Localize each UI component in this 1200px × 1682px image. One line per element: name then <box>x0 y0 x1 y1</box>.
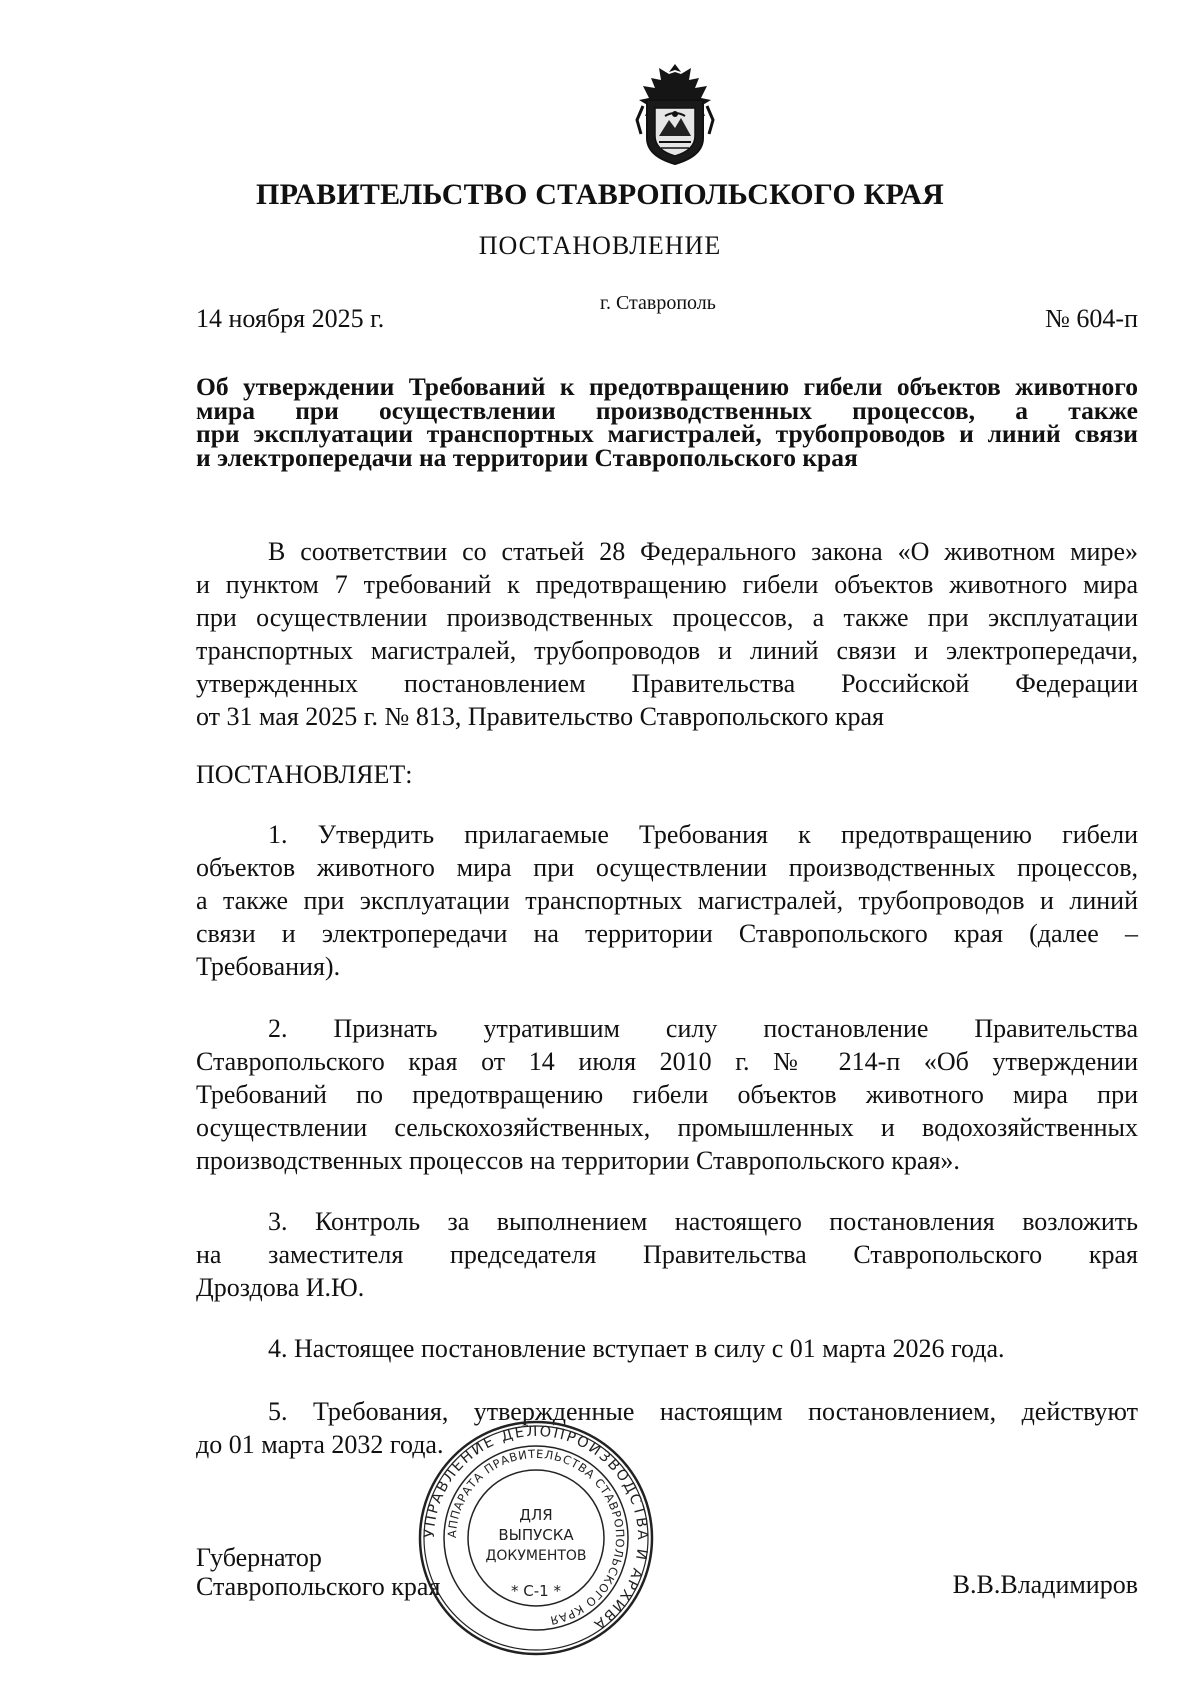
paragraph-line: до 01 марта 2032 года. <box>196 1430 444 1459</box>
coat-of-arms-icon <box>629 60 721 168</box>
subject-line: Об утверждении Требований к предотвращению гибели объектов животного <box>196 372 1138 401</box>
paragraph-line: объектов животного мира при осуществлении производственных процессов, <box>196 853 1138 882</box>
signatory-position-line: Губернатор <box>196 1543 322 1572</box>
paragraph-line: транспортных магистралей, трубопроводов и линий связи и электропередачи, <box>196 636 1138 665</box>
subject-line: при эксплуатации транспортных магистралей, трубопроводов и линий связи <box>196 419 1138 448</box>
paragraph-line: а также при эксплуатации транспортных магистралей, трубопроводов и линий <box>196 886 1138 915</box>
signatory-name: В.В.Владимиров <box>952 1570 1138 1599</box>
paragraph-line: утвержденных постановлением Правительства Российской Федерации <box>196 669 1138 698</box>
subject-line: мира при осуществлении производственных процессов, а также <box>196 395 1138 425</box>
item-5-paragraph <box>196 1395 1138 1461</box>
document-city: г. Ставрополь <box>600 292 716 314</box>
paragraph-line: связи и электропередачи на территории Ставропольского края (далее – <box>196 919 1138 948</box>
paragraph-line: 5. Требования, утвержденные настоящим постановлением, действуют <box>268 1397 1138 1426</box>
paragraph-line: Требования). <box>196 952 341 981</box>
paragraph-line: 2. Признать утратившим силу постановление Правительства <box>268 1014 1138 1043</box>
item-3-paragraph <box>196 1205 1138 1304</box>
paragraph-line: Ставропольского края от 14 июля 2010 г. № 214-п «Об утверждении <box>196 1047 1138 1076</box>
document-number: № 604-п <box>1045 304 1138 333</box>
paragraph-line: осуществлении сельскохозяйственных, промышленных и водохозяйственных <box>196 1113 1138 1142</box>
paragraph-line: производственных процессов на территории Ставропольского края». <box>196 1146 960 1175</box>
official-stamp <box>416 1418 656 1658</box>
signatory-position-line: Ставропольского края <box>196 1572 441 1601</box>
paragraph-line: от 31 мая 2025 г. № 813, Правительство Ставропольского края <box>196 702 884 731</box>
stamp-outer-text: УПРАВЛЕНИЕ ДЕЛОПРОИЗВОДСТВА И АРХИВА <box>421 1423 651 1634</box>
signatory-position <box>196 1543 440 1601</box>
document-subject <box>196 372 1138 472</box>
paragraph-line: 4. Настоящее постановление вступает в силу с 01 марта 2026 года. <box>268 1334 1005 1363</box>
government-title: ПРАВИТЕЛЬСТВО СТАВРОПОЛЬСКОГО КРАЯ <box>256 178 944 211</box>
stamp-center-line: ВЫПУСКА <box>498 1526 574 1544</box>
resolves-heading: ПОСТАНОВЛЯЕТ: <box>196 760 413 789</box>
paragraph-line: В соответствии со статьей 28 Федерального закона «О животном мире» <box>268 537 1138 566</box>
stamp-inner-text: АППАРАТА ПРАВИТЕЛЬСТВА СТАВРОПОЛЬСКОГО КРАЯ <box>444 1446 628 1628</box>
preamble-paragraph <box>196 535 1138 733</box>
paragraph-line: Дроздова И.Ю. <box>196 1273 365 1302</box>
paragraph-line: 3. Контроль за выполнением настоящего постановления возложить <box>268 1207 1138 1236</box>
subject-line: и электропередачи на территории Ставропольского края <box>196 442 858 472</box>
stamp-center-line: ДОКУМЕНТОВ <box>485 1548 587 1564</box>
paragraph-line: при осуществлении производственных процессов, а также при эксплуатации <box>196 603 1138 632</box>
stamp-center-line: ДЛЯ <box>519 1506 553 1524</box>
item-2-paragraph <box>196 1012 1138 1177</box>
paragraph-line: на заместителя председателя Правительства Ставропольского края <box>196 1240 1138 1269</box>
document-date: 14 ноября 2025 г. <box>196 304 385 333</box>
paragraph-line: и пунктом 7 требований к предотвращению гибели объектов животного мира <box>196 570 1138 599</box>
item-1-paragraph <box>196 818 1138 983</box>
document-type: ПОСТАНОВЛЕНИЕ <box>478 231 722 260</box>
paragraph-line: 1. Утвердить прилагаемые Требования к предотвращению гибели <box>268 820 1138 849</box>
stamp-code: * С-1 * <box>511 1582 561 1600</box>
item-4-paragraph <box>196 1332 1138 1365</box>
paragraph-line: Требований по предотвращению гибели объектов животного мира при <box>196 1080 1138 1109</box>
